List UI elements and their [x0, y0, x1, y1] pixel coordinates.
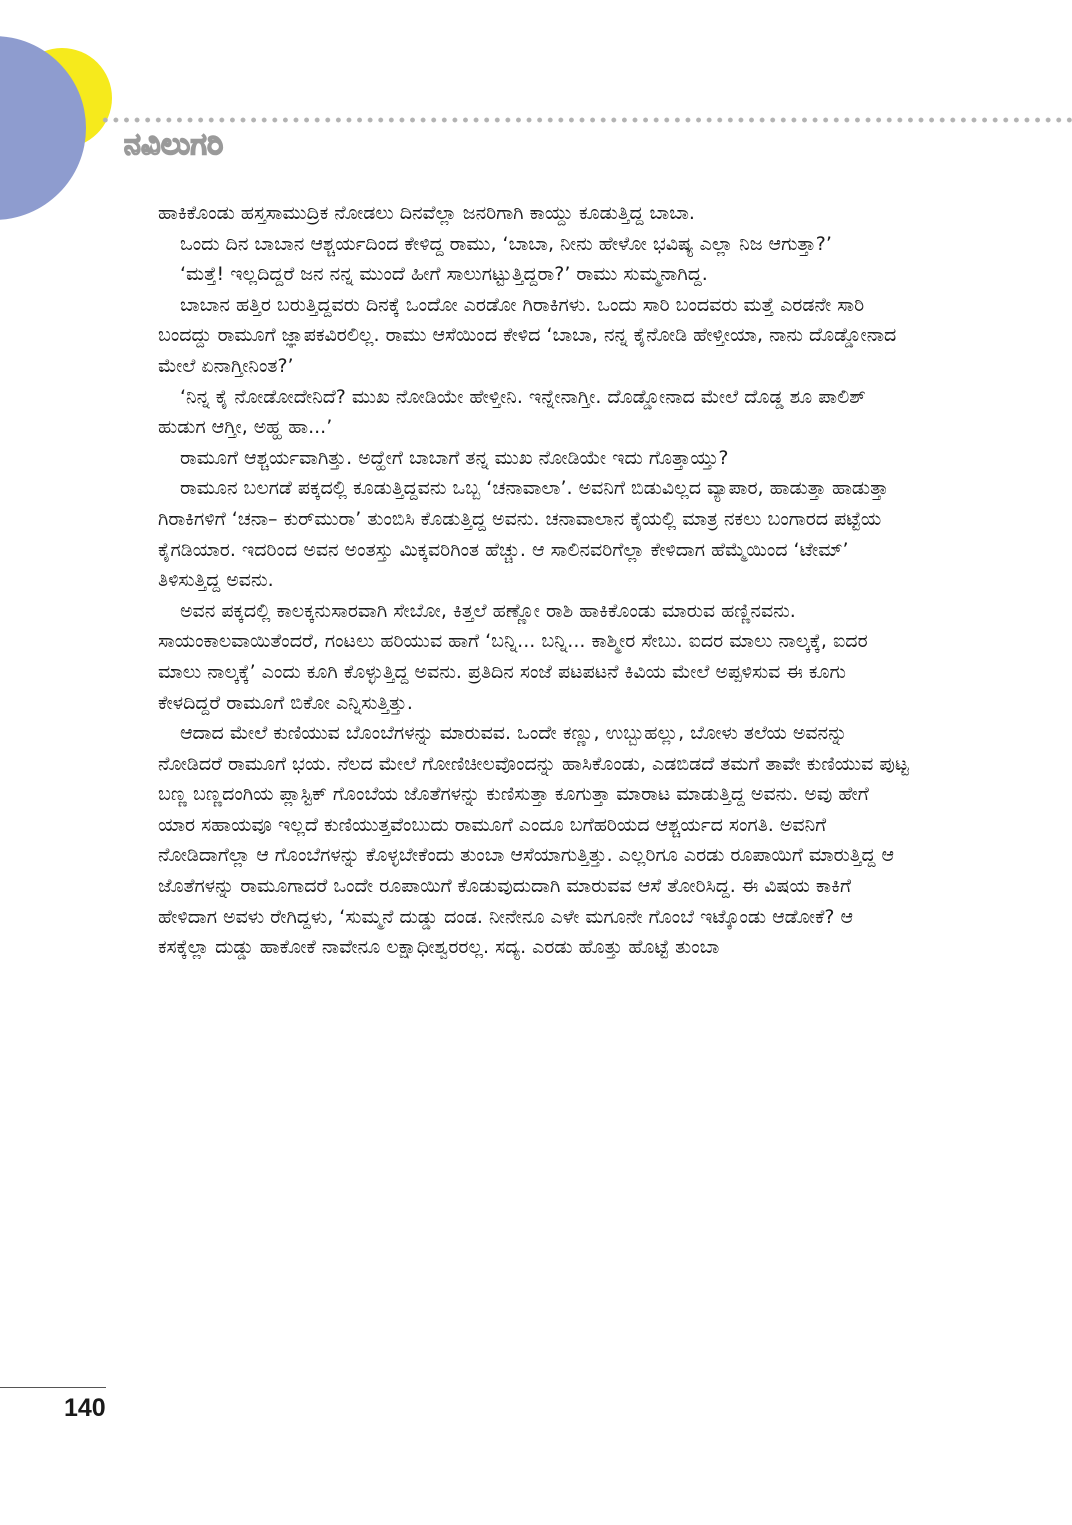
corner-decoration: [0, 0, 130, 220]
paragraph: ಬಾಬಾನ ಹತ್ತಿರ ಬರುತ್ತಿದ್ದವರು ದಿನಕ್ಕೆ ಒಂದೋ ಎರಡೋ ಗಿರಾಕಿಗಳು. ಒಂದು ಸಾರಿ ಬಂದವರು ಮತ್ತೆ ಎರಡನೇ ಸಾರಿ ಬಂದದ್ದು ರಾಮೂಗೆ ಜ್ಞಾಪಕವಿರಲಿಲ್ಲ. ರಾಮು ಆಸೆಯಿಂದ ಕೇಳಿದ ‘ಬಾಬಾ, ನನ್ನ ಕೈನೋಡಿ ಹೇಳ್ತೀಯಾ, ನಾನು ದೊಡ್ಡೋನಾದ ಮೇಲೆ ಏನಾಗ್ತೀನಿಂತ?’: [158, 293, 897, 377]
paragraph: ಹಾಕಿಕೊಂಡು ಹಸ್ತಸಾಮುದ್ರಿಕ ನೋಡಲು ದಿನವೆಲ್ಲಾ ಜನರಿಗಾಗಿ ಕಾಯ್ದು ಕೂಡುತ್ತಿದ್ದ ಬಾಬಾ.: [158, 202, 695, 224]
paragraph: ರಾಮೂಗೆ ಆಶ್ಚರ್ಯವಾಗಿತ್ತು. ಅದ್ಹೇಗೆ ಬಾಬಾಗೆ ತನ್ನ ಮುಖ ನೋಡಿಯೇ ಇದು ಗೊತ್ತಾಯ್ತು?: [180, 446, 729, 469]
body-text: [158, 198, 910, 963]
paragraph: ‘ನಿನ್ನ ಕೈ ನೋಡೋದೇನಿದೆ? ಮುಖ ನೋಡಿಯೇ ಹೇಳ್ತೀನಿ. ಇನ್ನೇನಾಗ್ತೀ. ದೊಡ್ಡೋನಾದ ಮೇಲೆ ದೊಡ್ಡ ಶೂ ಪಾಲಿಶ್ ಹುಡುಗ ಆಗ್ತೀ, ಅಹ್ಹ ಹಾ...’: [158, 385, 866, 439]
footer-rule: [0, 1387, 106, 1388]
paragraph: ಅವನ ಪಕ್ಕದಲ್ಲಿ ಕಾಲಕ್ಕನುಸಾರವಾಗಿ ಸೇಬೋ, ಕಿತ್ತಲೆ ಹಣ್ಣೋ ರಾಶಿ ಹಾಕಿಕೊಂಡು ಮಾರುವ ಹಣ್ಣಿನವನು. ಸಾಯಂಕಾಲವಾಯಿತೆಂದರೆ, ಗಂಟಲು ಹರಿಯುವ ಹಾಗೆ ‘ಬನ್ನಿ... ಬನ್ನಿ... ಕಾಶ್ಮೀರ ಸೇಬು. ಐದರ ಮಾಲು ನಾಲ್ಕಕ್ಕೆ, ಐದರ ಮಾಲು ನಾಲ್ಕಕ್ಕೆ’ ಎಂದು ಕೂಗಿ ಕೊಳ್ಳುತ್ತಿದ್ದ ಅವನು. ಪ್ರತಿದಿನ ಸಂಜೆ ಪಟಪಟನೆ ಕಿವಿಯ ಮೇಲೆ ಅಪ್ಪಳಿಸುವ ಈ ಕೂಗು ಕೇಳದಿದ್ದರೆ ರಾಮೂಗೆ ಬಿಕೋ ಎನ್ನಿಸುತ್ತಿತ್ತು.: [158, 599, 868, 714]
page-header-title: ನವಿಲುಗರಿ: [124, 127, 224, 162]
dotted-header-rule: [100, 116, 1072, 124]
paragraph: ‘ಮತ್ತೆ! ಇಲ್ಲದಿದ್ದರೆ ಜನ ನನ್ನ ಮುಂದೆ ಹೀಗೆ ಸಾಲುಗಟ್ಟುತ್ತಿದ್ದರಾ?’ ರಾಮು ಸುಮ್ಮನಾಗಿದ್ದ.: [180, 263, 708, 286]
paragraph: ಆದಾದ ಮೇಲೆ ಕುಣಿಯುವ ಬೊಂಬೆಗಳನ್ನು ಮಾರುವವ. ಒಂದೇ ಕಣ್ಣು, ಉಬ್ಬುಹಲ್ಲು, ಬೋಳು ತಲೆಯ ಅವನನ್ನು ನೋಡಿದರೆ ರಾಮೂಗೆ ಭಯ. ನೆಲದ ಮೇಲೆ ಗೋಣಿಚೀಲವೊಂದನ್ನು ಹಾಸಿಕೊಂಡು, ಎಡಬಿಡದೆ ತಮಗೆ ತಾವೇ ಕುಣಿಯುವ ಪುಟ್ಟ ಬಣ್ಣ ಬಣ್ಣದಂಗಿಯ ಪ್ಲಾಸ್ಟಿಕ್ ಗೊಂಬೆಯ ಜೊತೆಗಳನ್ನು ಕುಣಿಸುತ್ತಾ ಕೂಗುತ್ತಾ ಮಾರಾಟ ಮಾಡುತ್ತಿದ್ದ ಅವನು. ಅವು ಹೇಗೆ ಯಾರ ಸಹಾಯವೂ ಇಲ್ಲದೆ ಕುಣಿಯುತ್ತವೆಂಬುದು ರಾಮೂಗೆ ಎಂದೂ ಬಗೆಹರಿಯದ ಆಶ್ಚರ್ಯದ ಸಂಗತಿ. ಅವನಿಗೆ ನೋಡಿದಾಗೆಲ್ಲಾ ಆ ಗೊಂಬೆಗಳನ್ನು ಕೊಳ್ಳಬೇಕೆಂದು ತುಂಬಾ ಆಸೆಯಾಗುತ್ತಿತ್ತು. ಎಲ್ಲರಿಗೂ ಎರಡು ರೂಪಾಯಿಗೆ ಮಾರುತ್ತಿದ್ದ ಆ ಜೊತೆಗಳನ್ನು ರಾಮೂಗಾದರೆ ಒಂದೇ ರೂಪಾಯಿಗೆ ಕೊಡುವುದುದಾಗಿ ಮಾರುವವ ಆಸೆ ತೋರಿಸಿದ್ದ. ಈ ವಿಷಯ ಕಾಕಿಗೆ ಹೇಳಿದಾಗ ಅವಳು ರೇಗಿದ್ದಳು, ‘ಸುಮ್ಮನೆ ದುಡ್ಡು ದಂಡ. ನೀನೇನೂ ಎಳೇ ಮಗೂನೇ ಗೊಂಬೆ ಇಟ್ಕೊಂಡು ಆಡೋಕೆ? ಆ ಕಸಕ್ಕೆಲ್ಲಾ ದುಡ್ಡು ಹಾಕೋಕೆ ನಾವೇನೂ ಲಕ್ಷಾಧೀಶ್ವರರಲ್ಲ. ಸದ್ಯ. ಎರಡು ಹೊತ್ತು ಹೊಟ್ಟೆ ತುಂಬಾ: [158, 722, 909, 959]
paragraph: ಒಂದು ದಿನ ಬಾಬಾನ ಆಶ್ಚರ್ಯದಿಂದ ಕೇಳಿದ್ದ ರಾಮು, ‘ಬಾಬಾ, ನೀನು ಹೇಳೋ ಭವಿಷ್ಯ ಎಲ್ಲಾ ನಿಜ ಆಗುತ್ತಾ?’: [180, 232, 832, 255]
paragraph: ರಾಮೂನ ಬಲಗಡೆ ಪಕ್ಕದಲ್ಲಿ ಕೂಡುತ್ತಿದ್ದವನು ಒಬ್ಬ ‘ಚನಾವಾಲಾ’. ಅವನಿಗೆ ಬಿಡುವಿಲ್ಲದ ವ್ಯಾಪಾರ, ಹಾಡುತ್ತಾ ಹಾಡುತ್ತಾ ಗಿರಾಕಿಗಳಿಗೆ ‘ಚನಾ– ಕುರ್‌ಮುರಾ’ ತುಂಬಿಸಿ ಕೊಡುತ್ತಿದ್ದ ಅವನು. ಚನಾವಾಲಾನ ಕೈಯಲ್ಲಿ ಮಾತ್ರ ನಕಲು ಬಂಗಾರದ ಪಟ್ಟೆಯ ಕೈಗಡಿಯಾರ. ಇದರಿಂದ ಅವನ ಅಂತಸ್ತು ಮಿಕ್ಕವರಿಗಿಂತ ಹೆಚ್ಚು. ಆ ಸಾಲಿನವರಿಗೆಲ್ಲಾ ಕೇಳಿದಾಗ ಹೆಮ್ಮೆಯಿಂದ ‘ಟೇಮ್’ ತಿಳಿಸುತ್ತಿದ್ದ ಅವನು.: [158, 477, 889, 592]
page-number: 140: [64, 1394, 106, 1422]
